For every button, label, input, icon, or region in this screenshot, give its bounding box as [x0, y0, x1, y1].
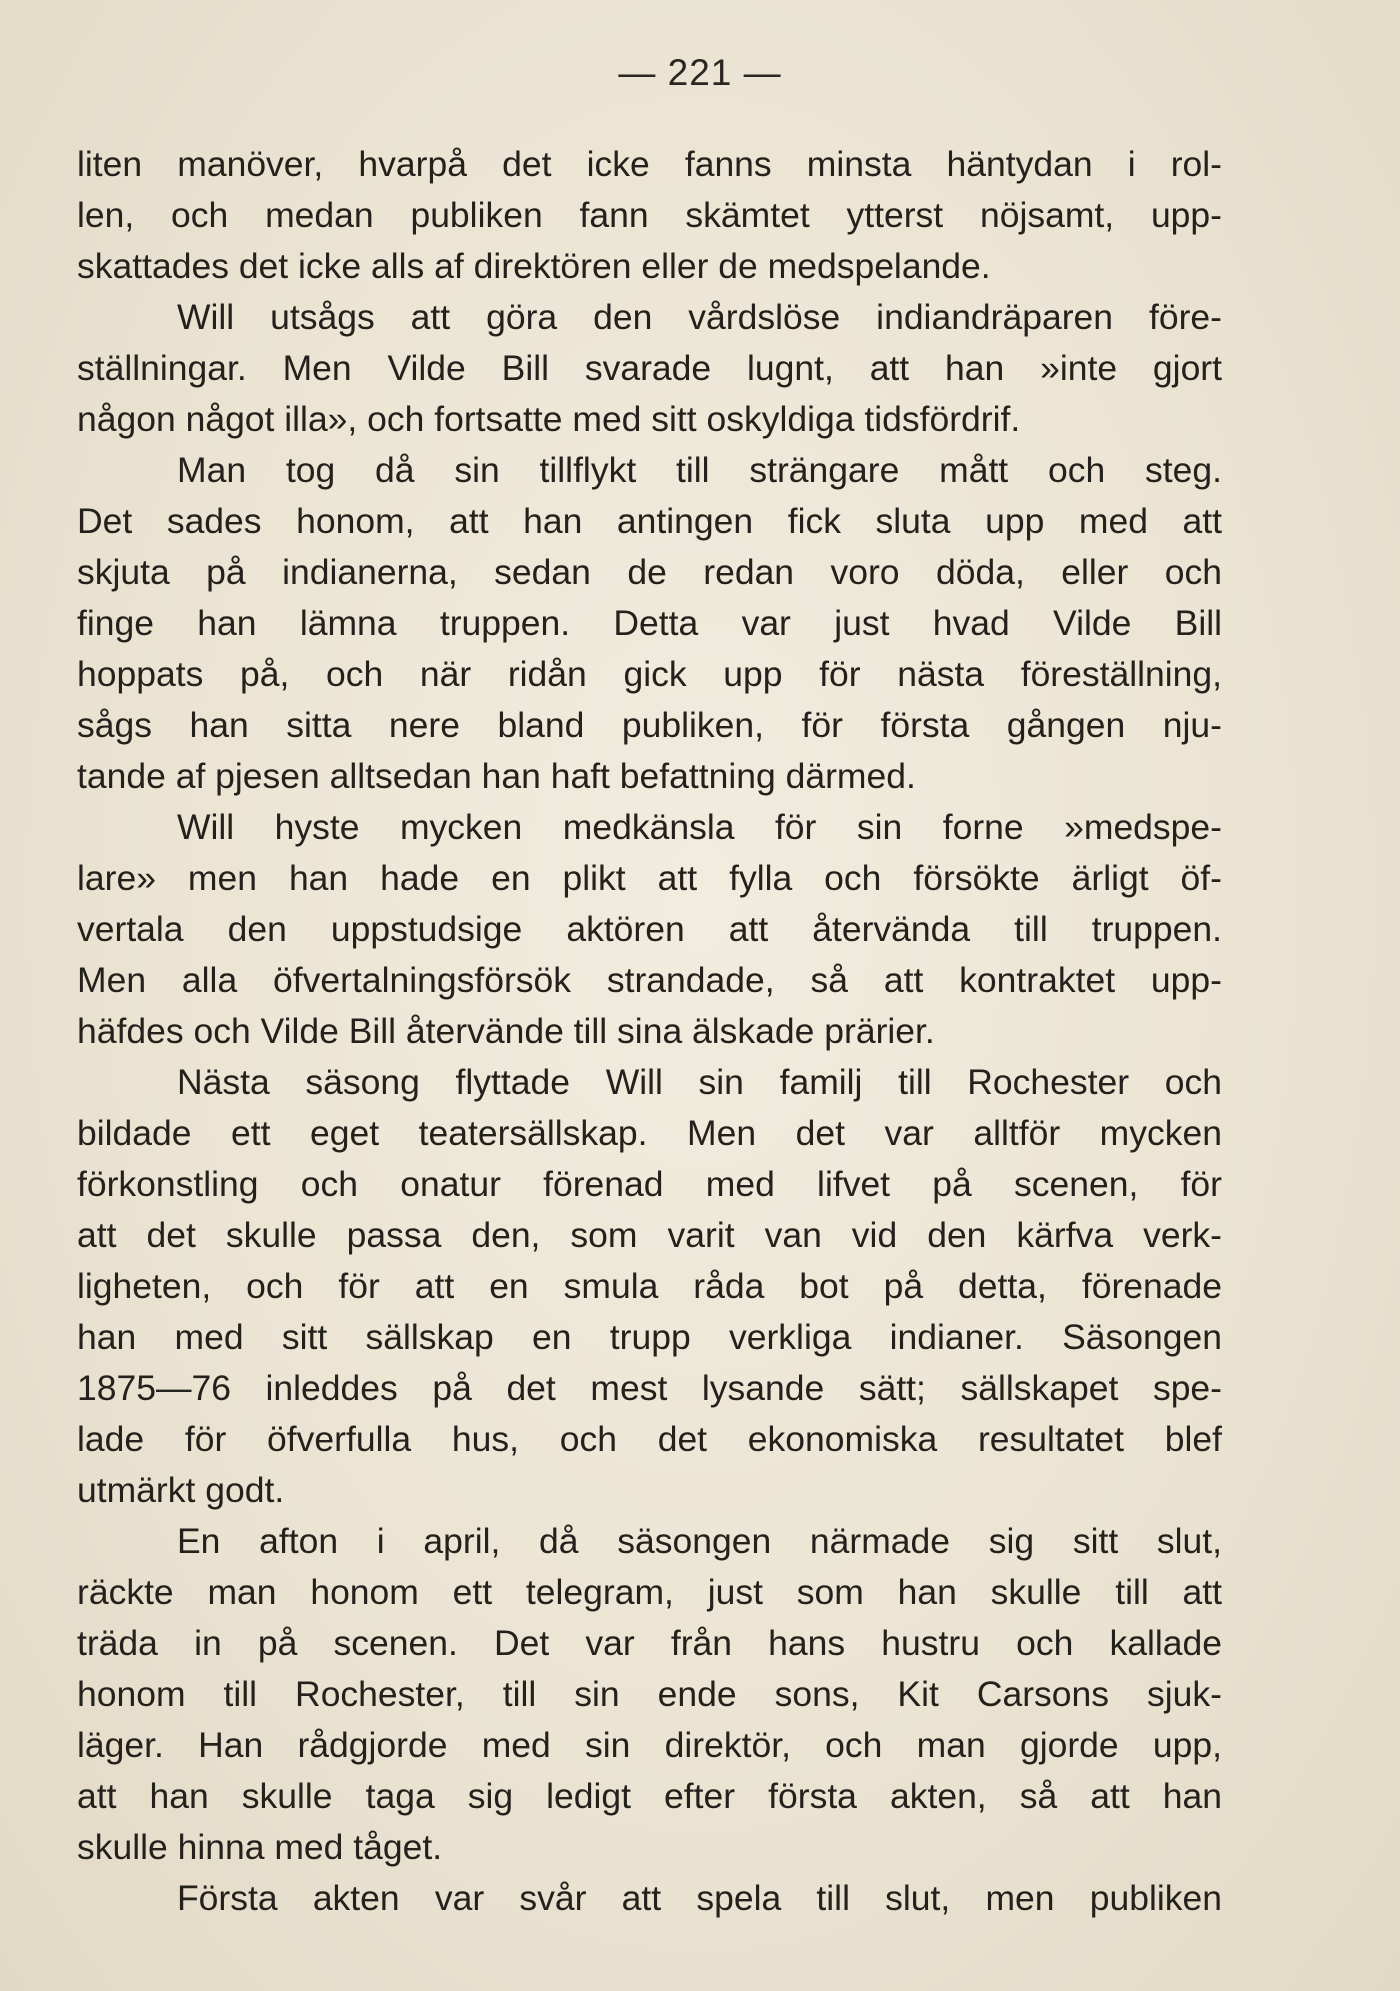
- text-line: Will utsågs att göra den vårdslöse indiandräparen före-: [177, 297, 1222, 337]
- text-line: att han skulle taga sig ledigt efter första akten, så att han: [77, 1776, 1222, 1816]
- text-line: bildade ett eget teatersällskap. Men det var alltför mycken: [77, 1113, 1222, 1153]
- text-line: tande af pjesen alltsedan han haft befattning därmed.: [77, 756, 916, 796]
- text-line: honom till Rochester, till sin ende sons, Kit Carsons sjuk-: [77, 1674, 1222, 1714]
- text-line: vertala den uppstudsige aktören att återvända till truppen.: [77, 909, 1222, 949]
- text-line: Första akten var svår att spela till slut, men publiken: [177, 1878, 1222, 1918]
- text-line: hoppats på, och när ridån gick upp för nästa föreställning,: [77, 654, 1222, 694]
- text-line: att det skulle passa den, som varit van vid den kärfva verk-: [77, 1215, 1222, 1255]
- text-line: skjuta på indianerna, sedan de redan voro döda, eller och: [77, 552, 1222, 592]
- text-line: liten manöver, hvarpå det icke fanns minsta häntydan i rol-: [77, 144, 1222, 184]
- text-line: läger. Han rådgjorde med sin direktör, och man gjorde upp,: [77, 1725, 1222, 1765]
- text-line: ställningar. Men Vilde Bill svarade lugnt, att han »inte gjort: [77, 348, 1222, 388]
- text-line: ligheten, och för att en smula råda bot på detta, förenade: [77, 1266, 1222, 1306]
- text-line: finge han lämna truppen. Detta var just hvad Vilde Bill: [77, 603, 1222, 643]
- text-line: räckte man honom ett telegram, just som han skulle till att: [77, 1572, 1222, 1612]
- text-line: Men alla öfvertalningsförsök strandade, så att kontraktet upp-: [77, 960, 1222, 1000]
- text-line: skattades det icke alls af direktören eller de medspelande.: [77, 246, 991, 286]
- text-line: len, och medan publiken fann skämtet ytterst nöjsamt, upp-: [77, 195, 1222, 235]
- text-line: sågs han sitta nere bland publiken, för första gången nju-: [77, 705, 1222, 745]
- text-line: häfdes och Vilde Bill återvände till sina älskade prärier.: [77, 1011, 935, 1051]
- text-line: Man tog då sin tillflykt till strängare mått och steg.: [177, 450, 1222, 490]
- text-line: lade för öfverfulla hus, och det ekonomiska resultatet blef: [77, 1419, 1222, 1459]
- text-line: lare» men han hade en plikt att fylla och försökte ärligt öf-: [77, 858, 1222, 898]
- text-line: Will hyste mycken medkänsla för sin forne »medspe-: [177, 807, 1222, 847]
- page-number: — 221 —: [618, 52, 782, 93]
- body-text: [77, 139, 1222, 1924]
- text-line: han med sitt sällskap en trupp verkliga indianer. Säsongen: [77, 1317, 1222, 1357]
- text-line: förkonstling och onatur förenad med lifvet på scenen, för: [77, 1164, 1222, 1204]
- text-line: En afton i april, då säsongen närmade sig sitt slut,: [177, 1521, 1222, 1561]
- text-line: 1875—76 inleddes på det mest lysande sätt; sällskapet spe-: [77, 1368, 1222, 1408]
- text-line: träda in på scenen. Det var från hans hustru och kallade: [77, 1623, 1222, 1663]
- text-line: någon något illa», och fortsatte med sitt oskyldiga tidsfördrif.: [77, 399, 1021, 439]
- text-line: skulle hinna med tåget.: [77, 1827, 443, 1867]
- text-line: Nästa säsong flyttade Will sin familj till Rochester och: [177, 1062, 1222, 1102]
- text-line: utmärkt godt.: [77, 1470, 285, 1510]
- text-line: Det sades honom, att han antingen fick sluta upp med att: [77, 501, 1222, 541]
